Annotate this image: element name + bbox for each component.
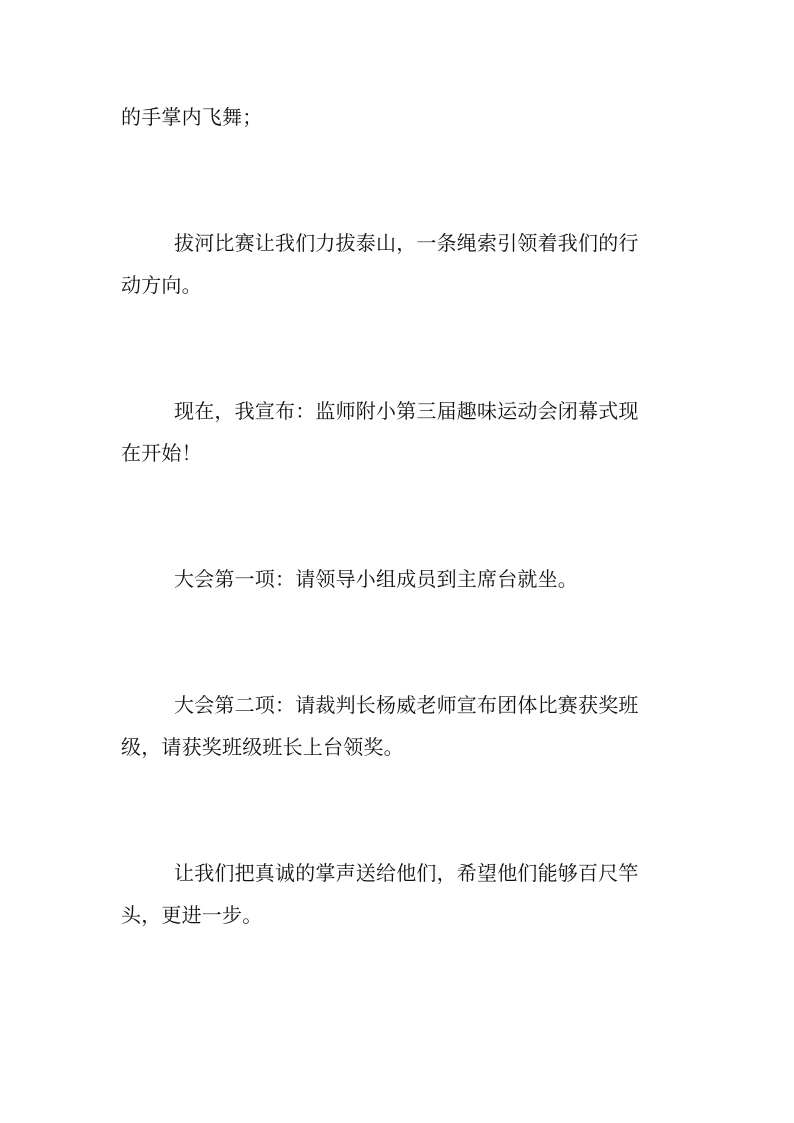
paragraph-6-line-1: 让我们把真诚的掌声送给他们，希望他们能够百尺竿 [174, 861, 639, 885]
paragraph-1-line-1: 的手掌内飞舞； [121, 105, 263, 129]
paragraph-5-line-1: 大会第二项：请裁判长杨威老师宣布团体比赛获奖班 [174, 693, 639, 717]
paragraph-2-line-1: 拔河比赛让我们力拔泰山，一条绳索引领着我们的行 [174, 231, 639, 255]
paragraph-3-line-1: 现在，我宣布：监师附小第三届趣味运动会闭幕式现 [174, 399, 639, 423]
paragraph-3-line-2: 在开始！ [121, 441, 202, 465]
paragraph-2-line-2: 动方向。 [121, 273, 202, 297]
paragraph-5-line-2: 级，请获奖班级班长上台领奖。 [121, 735, 404, 759]
paragraph-6-line-2: 头，更进一步。 [121, 903, 263, 927]
paragraph-4-line-1: 大会第一项：请领导小组成员到主席台就坐。 [174, 567, 578, 591]
